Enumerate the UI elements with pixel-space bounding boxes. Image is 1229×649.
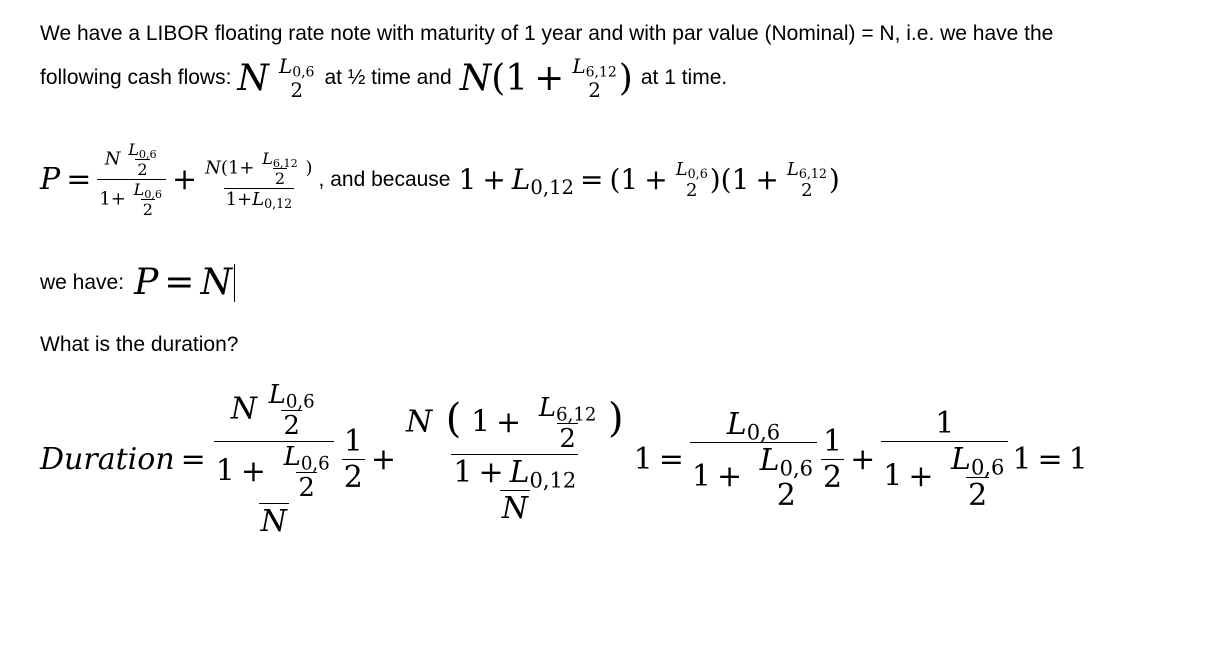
intro-line-2: following cash flows: N $L_{0,6}$ 2 at ½ time and N(1 + $L_{6,12}$ 2 ) at 1 time. [40,54,728,102]
price-equation: P = N $\frac{L_{0,6}}{2}$ 1+ $\frac{L_{0,6}}{2}$ + N(1+ $\frac{L_{6,12}}{2}$ ) $1+L_{0,12}$ , and because $1 + L_{0,12} = (1$ + $L_{0,6}$ 2 )(1 + $L_{6,12}$ 2 ) [40,140,840,219]
duration-equation: Duration = N $\frac{L_{0,6}}{2}$ 1 + $\frac{L_{0,6}}{2}$ N $\frac{1}{2}$ + N ( 1 + $\frac{L_{6,12}}{2}$ ) $1 + L_{0,12}$ N 1 = $L_{0,6}$ 1 + $L_{0,6}$ 2 $\frac{1}{2}$ + 1 1 + $\frac{L_{0,6}}{2}$ 1 = 1 [40,380,1088,539]
result-line: we have: P = N [40,262,235,303]
final-cashflow-prefix: N(1 + [459,57,565,99]
intro-line-1: We have a LIBOR floating rate note with maturity of 1 year and with par value (Nominal) = N, i.e. we have the [40,22,1054,45]
coupon-second-fraction: $L_{6,12}$ 2 [572,54,617,102]
we-have-label: we have: [40,270,125,294]
coupon-half-fraction: $L_{0,6}$ 2 [278,54,315,102]
duration-result: 1 [1068,442,1088,477]
duration-term-1: N $\frac{L_{0,6}}{2}$ 1 + $\frac{L_{0,6}}{2}$ N [212,380,336,539]
cash-flows-label: following cash flows: [40,66,232,89]
one-time-label: at 1 time. [640,66,728,89]
nominal-symbol: N [237,57,269,99]
and-because-label: , and because [318,167,451,191]
simplified-term-2: 1 1 + $\frac{L_{0,6}}{2}$ [881,406,1008,513]
text-cursor [234,264,235,302]
rate-identity: $1 + L_{0,12} = (1$ + [458,163,668,199]
simplified-term-1: $L_{0,6}$ 1 + $L_{0,6}$ 2 [690,407,817,513]
price-term-1: N $\frac{L_{0,6}}{2}$ 1+ $\frac{L_{0,6}}{2}$ [97,140,166,219]
half-time-label: at ½ time and [324,66,452,89]
price-term-2: N(1+ $\frac{L_{6,12}}{2}$ ) $1+L_{0,12}$ [205,149,313,212]
duration-term-2: N ( 1 + $\frac{L_{6,12}}{2}$ ) $1 + L_{0,12}$ N [406,393,624,526]
question-line: What is the duration? [40,333,239,356]
duration-label: Duration [40,442,175,477]
